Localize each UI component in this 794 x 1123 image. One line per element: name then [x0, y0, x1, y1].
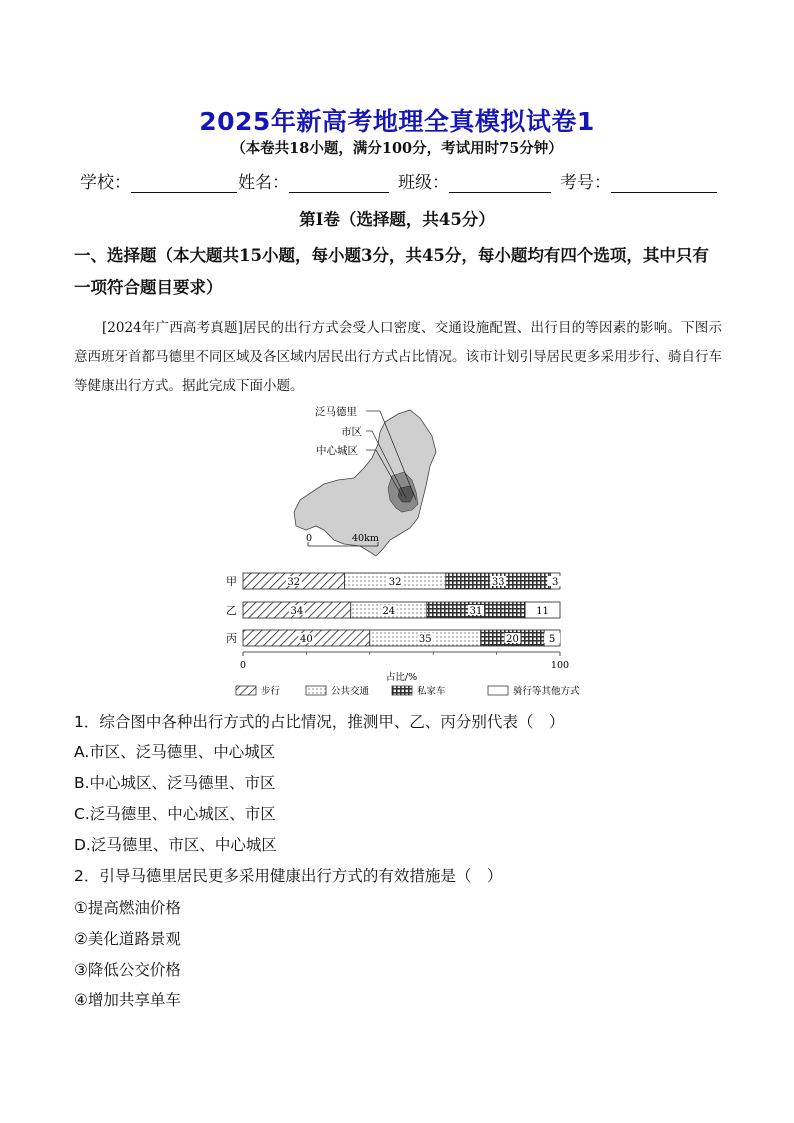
legend-swatch — [306, 686, 326, 695]
question-stem: 1．综合图中各种出行方式的占比情况，推测甲、乙、丙分别代表（ ） — [74, 713, 565, 731]
legend-label: 公共交通 — [331, 686, 370, 697]
scale-start: 0 — [306, 533, 313, 544]
answer-option[interactable]: C.泛马德里、中心城区、市区 — [74, 805, 276, 823]
map-label-greater-madrid: 泛马德里 — [315, 406, 357, 418]
legend-swatch — [392, 686, 412, 695]
legend-swatch — [236, 686, 256, 695]
answer-option[interactable]: ①提高燃油价格 — [74, 899, 181, 917]
student-info-row — [80, 168, 720, 194]
answer-option[interactable]: ②美化道路景观 — [74, 930, 181, 948]
value-label: 20 — [506, 634, 519, 645]
exam-subtitle: （本卷共18小题，满分100分，考试用时75分钟） — [231, 140, 563, 157]
value-label: 32 — [287, 577, 301, 588]
value-label: 34 — [290, 606, 304, 617]
answer-option[interactable]: B.中心城区、泛马德里、市区 — [74, 774, 276, 792]
exam-number-label: 考号： — [560, 173, 611, 193]
section-heading: 一、选择题（本大题共15小题，每小题3分，共45分，每小题均有四个选项，其中只有一项符合题目要求） — [74, 246, 709, 297]
category-label: 乙 — [226, 604, 237, 617]
value-label: 32 — [388, 577, 402, 588]
school-label: 学校： — [80, 173, 131, 193]
name-blank[interactable] — [289, 174, 389, 193]
travel-mode-chart — [226, 573, 580, 697]
category-label: 甲 — [226, 575, 237, 588]
answer-option[interactable]: D.泛马德里、市区、中心城区 — [74, 836, 277, 854]
class-label: 班级： — [398, 173, 449, 193]
answer-option[interactable]: A.市区、泛马德里、中心城区 — [74, 743, 276, 761]
name-label: 姓名： — [238, 173, 289, 193]
map-label-central: 中心城区 — [316, 445, 358, 457]
value-label: 31 — [469, 606, 483, 617]
madrid-map — [294, 405, 436, 556]
school-blank[interactable] — [131, 174, 237, 193]
scale-end: 40km — [352, 533, 379, 544]
x-tick-label: 100 — [550, 660, 570, 671]
value-label: 11 — [536, 606, 549, 617]
part-title: 第I卷（选择题，共45分） — [299, 210, 495, 229]
legend-label: 步行 — [261, 686, 281, 697]
x-tick-label: 0 — [239, 660, 247, 671]
value-label: 5 — [548, 634, 556, 645]
legend-label: 骑行等其他方式 — [513, 686, 580, 697]
exam-number-field — [560, 168, 717, 193]
value-label: 3 — [552, 577, 559, 588]
class-blank[interactable] — [449, 174, 551, 193]
x-axis-label: 占比/% — [385, 672, 418, 683]
figure — [220, 400, 580, 700]
category-label: 丙 — [226, 632, 237, 645]
legend-label: 私家车 — [417, 686, 446, 697]
answer-option[interactable]: ④增加共享单车 — [74, 991, 181, 1009]
name-field — [238, 168, 389, 193]
intro-paragraph: [2024年广西高考真题]居民的出行方式会受人口密度、交通设施配置、出行目的等因素的影响。下图示意西班牙首都马德里不同区域及各区域内居民出行方式占比情况。该市计划引导居民更多采用步行、骑自行车等健康出行方式。据此完成下面小题。 — [74, 320, 722, 394]
value-label: 40 — [300, 634, 313, 645]
value-label: 35 — [418, 634, 432, 645]
value-label: 33 — [491, 577, 505, 588]
legend-swatch — [488, 686, 508, 695]
figure-svg — [220, 400, 580, 700]
class-field — [398, 168, 551, 193]
map-label-city: 市区 — [341, 426, 362, 438]
exam-number-blank[interactable] — [611, 174, 717, 193]
value-label: 24 — [382, 606, 396, 617]
exam-title: 2025年新高考地理全真模拟试卷1 — [199, 107, 595, 136]
answer-option[interactable]: ③降低公交价格 — [74, 961, 181, 979]
question-stem: 2．引导马德里居民更多采用健康出行方式的有效措施是（ ） — [74, 867, 503, 885]
school-field — [80, 168, 237, 193]
